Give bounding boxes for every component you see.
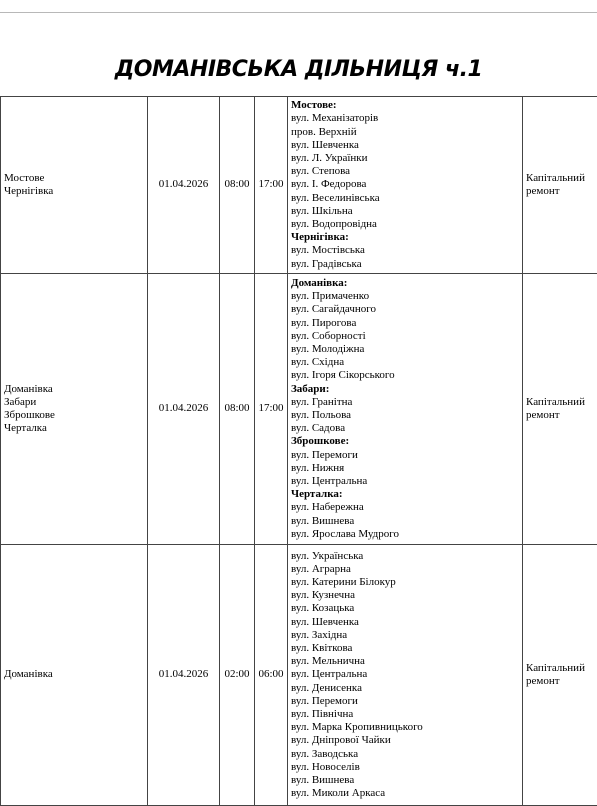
end-time-cell: 17:00 [255,274,288,545]
villages-cell [1,97,148,274]
street-name: вул. Ігоря Сікорського [291,369,519,382]
street-name: вул. Мостівська [291,244,519,257]
works-type-text: ремонт [526,185,594,198]
street-name: вул. Квіткова [291,642,519,655]
street-name: вул. Західна [291,629,519,642]
works-type-text: Капітальний [526,172,594,185]
street-name: вул. Нижня [291,462,519,475]
street-name: вул. Перемоги [291,449,519,462]
street-name: вул. Соборності [291,330,519,343]
street-name: вул. Механізаторів [291,112,519,125]
street-name: вул. Аграрна [291,563,519,576]
end-time-cell: 06:00 [255,545,288,806]
street-name: вул. Центральна [291,668,519,681]
works-type-cell [523,97,597,274]
streets-cell [288,274,523,545]
street-name: вул. Дніпрової Чайки [291,734,519,747]
page-title: ДОМАНІВСЬКА ДІЛЬНИЦЯ ч.1 [0,55,597,85]
street-name: вул. Кузнечна [291,589,519,602]
works-type-text: ремонт [526,409,594,422]
street-name: вул. Пирогова [291,317,519,330]
settlement-heading: Доманівка: [291,277,519,290]
village-name: Доманівка [4,383,144,396]
street-name: вул. Перемоги [291,695,519,708]
street-name: вул. Гранітна [291,396,519,409]
street-name: вул. Набережна [291,501,519,514]
works-type-text: ремонт [526,675,594,688]
start-time-cell: 08:00 [220,274,255,545]
works-type-cell [523,274,597,545]
villages-cell [1,545,148,806]
table-row [1,274,597,545]
street-name: вул. Заводська [291,748,519,761]
top-divider [0,12,597,13]
street-name: вул. Денисенка [291,682,519,695]
village-name: Доманівка [4,668,144,681]
outage-schedule-table [0,96,597,806]
settlement-heading: Чернігівка: [291,231,519,244]
end-time-cell: 17:00 [255,97,288,274]
street-name: вул. Шевченка [291,139,519,152]
works-type-text: Капітальний [526,396,594,409]
street-name: вул. Ярослава Мудрого [291,528,519,541]
street-name: вул. Новоселів [291,761,519,774]
street-name: вул. Миколи Аркаса [291,787,519,800]
settlement-heading: Забари: [291,383,519,396]
street-name: вул. Вишнева [291,774,519,787]
streets-cell [288,97,523,274]
street-name: вул. Центральна [291,475,519,488]
street-name: вул. Водопровідна [291,218,519,231]
works-type-text: Капітальний [526,662,594,675]
street-name: вул. Мельнична [291,655,519,668]
street-name: вул. Східна [291,356,519,369]
village-name: Мостове [4,172,144,185]
table-row [1,97,597,274]
start-time-cell: 08:00 [220,97,255,274]
street-name: вул. Марка Кропивницького [291,721,519,734]
street-name: вул. Примаченко [291,290,519,303]
street-name: вул. Шевченка [291,616,519,629]
street-name: вул. Українська [291,550,519,563]
street-name: вул. Веселинівська [291,192,519,205]
settlement-heading: Черталка: [291,488,519,501]
streets-cell [288,545,523,806]
street-name: вул. Л. Українки [291,152,519,165]
street-name: вул. Польова [291,409,519,422]
date-cell: 01.04.2026 [148,545,220,806]
settlement-heading: Зброшкове: [291,435,519,448]
table-row [1,545,597,806]
street-name: вул. Садова [291,422,519,435]
street-name: пров. Верхній [291,126,519,139]
works-type-cell [523,545,597,806]
street-name: вул. Північна [291,708,519,721]
village-name: Зброшкове [4,409,144,422]
street-name: вул. Козацька [291,602,519,615]
start-time-cell: 02:00 [220,545,255,806]
village-name: Чернігівка [4,185,144,198]
date-cell: 01.04.2026 [148,274,220,545]
villages-cell [1,274,148,545]
street-name: вул. Градівська [291,258,519,271]
street-name: вул. Шкільна [291,205,519,218]
street-name: вул. Молодіжна [291,343,519,356]
street-name: вул. І. Федорова [291,178,519,191]
street-name: вул. Катерини Білокур [291,576,519,589]
street-name: вул. Вишнева [291,515,519,528]
street-name: вул. Сагайдачного [291,303,519,316]
date-cell: 01.04.2026 [148,97,220,274]
street-name: вул. Степова [291,165,519,178]
village-name: Забари [4,396,144,409]
settlement-heading: Мостове: [291,99,519,112]
village-name: Черталка [4,422,144,435]
